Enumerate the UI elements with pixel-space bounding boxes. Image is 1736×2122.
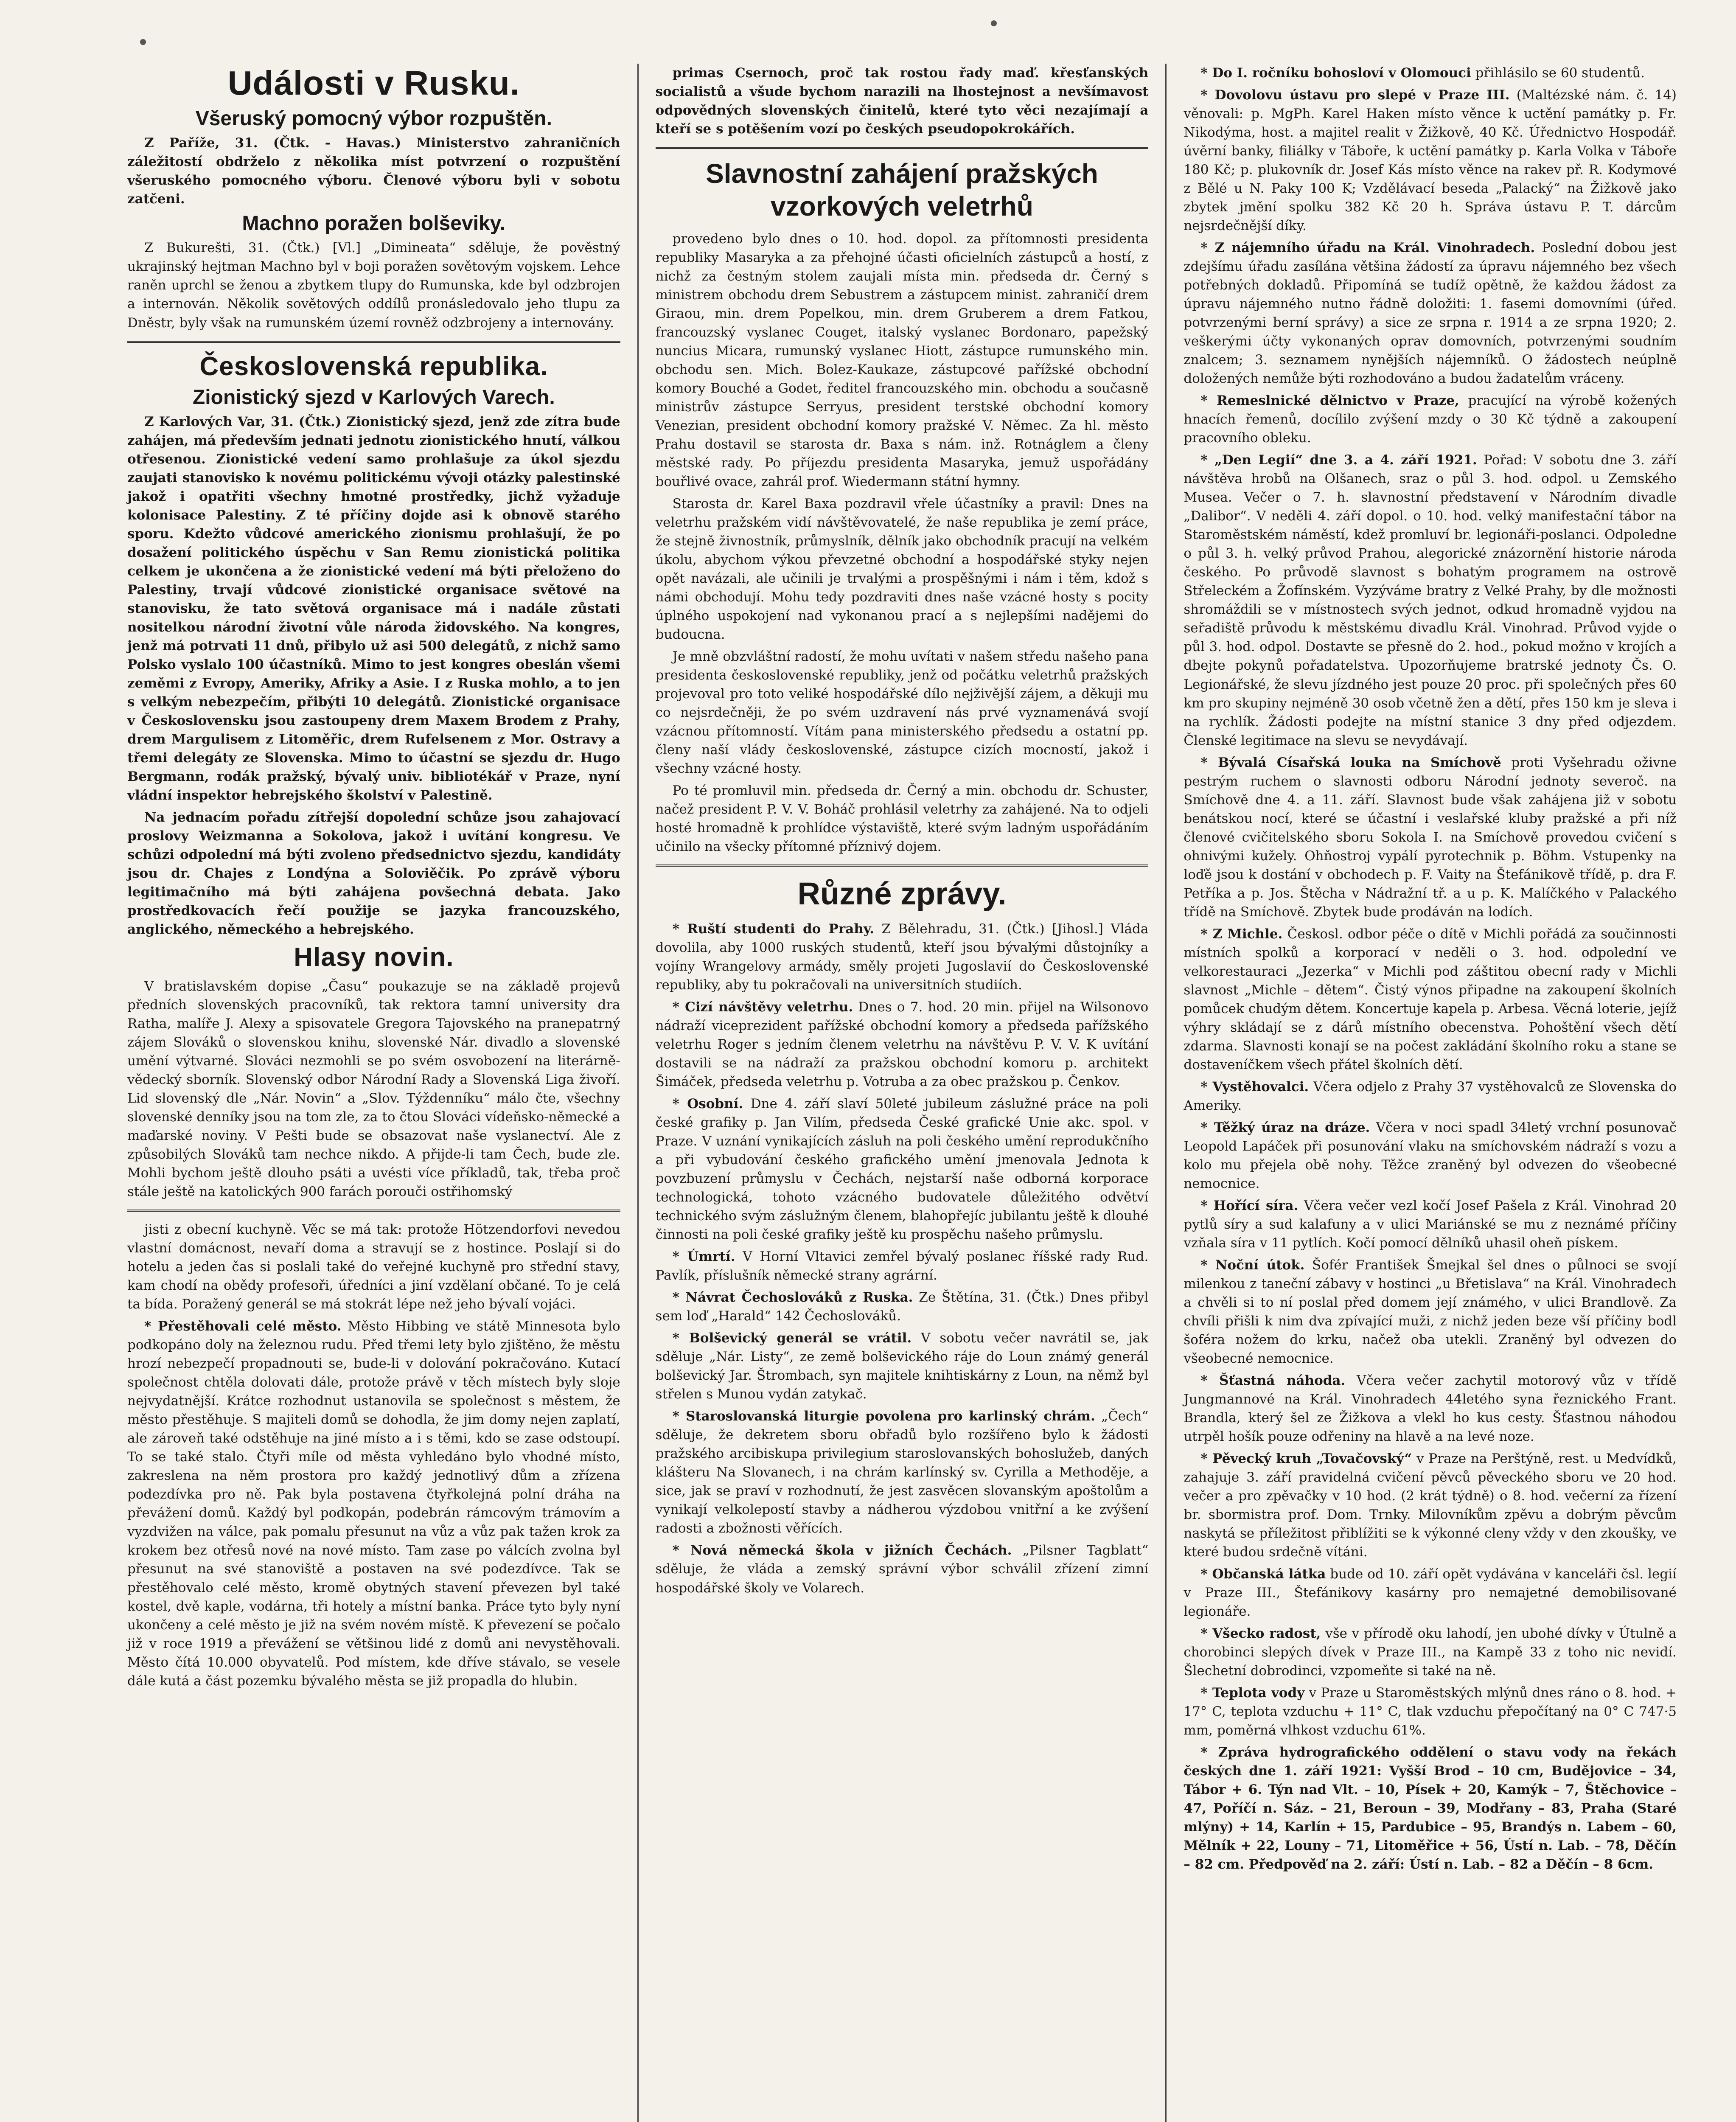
news-headline: * „Den Legií“ dne 3. a 4. září 1921. [1200,452,1477,468]
article-paragraph: Na jednacím pořadu zítřejší dopolední schůze jsou zahajovací proslovy Weizmanna a Sokolova, jakož i uvítání kongresu. Ve schůzi odpolední má býti zvoleno předsednictvo sjezdu, kandidáty jsou dr. Chajes z Londýna a Soloviěčik. Po zprávě výboru legitimačního má býti zahájena povšechná debata. Jako prostředkovacích řečí použije se jazyka francouzského, anglického, německého a hebrejského. [127,810,620,937]
news-headline: * Hořící síra. [1200,1198,1298,1213]
news-text: Dne 4. září slaví 50leté jubileum záslužné práce na poli české grafiky p. Jan Vilím, předseda České grafické Unie akc. spol. v Praze. V uznání vynikajících zásluh na poli českého umění reprodukčního a při vybudování českého grafického umění jmenovala Jednota k povzbuzení průmyslu v Čechách, nejstarší naše odborná korporace technologická, tohoto vzácného budovatele důležitého odvětví technického svým záslužným členem, blahopřejíc jubilantu ještě k dlouhé činnosti na poli české grafiky ještě ku prospěchu našeho průmyslu. [655,1096,1149,1243]
article-paragraph: Z Paříže, 31. (Čtk. - Havas.) Ministerstvo zahraničních záležitostí obdrželo z několika míst potvrzení o rozpuštění všeruského pomocného výboru. Členové výboru byli v sobotu zatčeni. [127,135,620,207]
headline: Všeruský pomocný výbor rozpuštěn. [195,107,552,130]
scan-dot [991,20,997,26]
news-headline: * Vystěhovalci. [1200,1079,1309,1095]
news-text: Včera večer vezl kočí Josef Pašela z Král. Vinohrad 20 pytlů síry a sud kalafuny a v ulici Mariánské se mu z neznámé příčiny vzňala síra v 11 pytlích. Kočí pomocí dělníků uhasil oheň pískem. [1184,1198,1677,1251]
news-headline: * Všecko radost, [1200,1626,1321,1642]
divider [127,341,620,343]
news-headline: * Nová německá škola v jižních Čechách. [672,1543,1012,1558]
news-text: bude od 10. září opět vydávána v kanceláři čsl. legií v Praze III., Štefánikovy kasárny pro nemajetné demobilisované legionáře. [1184,1566,1677,1620]
headline-fair: Slavnostní zahájení pražských vzorkových veletrhů [706,158,1098,222]
news-headline: * Úmrtí. [672,1249,735,1265]
news-text: V sobotu večer navrátil se, jak sděluje „Nár. Listy“, ze země bolševického ráje do Loun známý generál bolševický Jar. Štrombach, syn majitele knihtiskárny z Loun, na němž byl střelen s Munou vydán zatykač. [655,1330,1149,1402]
news-text: V Horní Vltavici zemřel bývalý poslanec říšské rady Rud. Pavlík, příslušník německé strany agrární. [655,1249,1149,1283]
news-headline: * Bývalá Císařská louka na Smíchově [1200,755,1501,770]
news-text: Včera v noci spadl 34letý vrchní posunovač Leopold Lapáček při posunování vlaku na smíchovském nádraží s vozu a kolo mu přejela obě nohy. Těžce zraněný byl odvezen do všeobecné nemocnice. [1184,1120,1677,1191]
news-headline: * Zpráva hydrografického oddělení o stavu vody na řekách českých [1184,1745,1677,1779]
news-text: Šofér František Šmejkal šel dnes o půlnoci se svojí milenkou z taneční zábavy v hostinci „u Břetislava“ na Král. Vinohradech a chvěli si to ní poslal před domem její známého, v ulici Brandlově. Za chvíli přišli k nim dva zpívající muži, z nichž jeden beze vší příčiny bodl šoféra nožem do krku, načež oba utekli. Zraněný byl odvezen do všeobecné nemocnice. [1184,1257,1677,1367]
news-text: Včera odjelo z Prahy 37 vystěhovalců ze Slovenska do Ameriky. [1184,1079,1677,1113]
news-headline: * Bolševický generál se vrátil. [672,1330,912,1346]
section-title-press: Hlasy novin. [294,943,454,972]
section-title-republic: Československá republika. [199,351,548,381]
section-title-news: Různé zprávy. [797,876,1007,912]
news-text: (Maltézské nám. č. 14) věnovali: p. MgPh. Karel Haken místo věnce k uctění památky p. Fr. Nikodýma, host. a majitel realit v Žižkově, 40 Kč. Úřednictvo Hospodář. úvěrní banky, filiálky v Táboře, k uctění památky p. Karla Volka v Táboře 180 Kč; p. plukovník dr. Josef Kás místo věnce na rakev př. R. Kodymové z Bělé u N. Paky 100 K; Vzdělávací beseda „Palacký“ na Žižkově jako zbytek jmění spolku 382 Kč 20 h. Správa ústavu P. T. dárcům nejsrdečnější díky. [1184,87,1677,234]
news-headline: * Staroslovanská liturgie povolena pro karlinský chrám. [672,1409,1095,1424]
news-text: pracující na výrobě kožených hnacích řemenů, docílilo zvýšení mzdy o 30 Kč týdně a zakoupení pracovního obleku. [1184,393,1677,446]
divider [656,147,1149,149]
news-text: „Pilsner Tagblatt“ sděluje, že vláda a zemský správní výbor schválil zřízení zimní hospodářské školy ve Volarech. [655,1543,1149,1596]
article-paragraph: jisti z obecní kuchyně. Věc se má tak: protože Hötzendorfovi nevedou vlastní domácnost, nevaří doma a stravují se z hostince. Poslají si do hotelu a jeden čas si poslali také do veřejné kuchyně pro střední stavy, kam chodí na obědy profesoři, úředníci a jiní vzdělaní občané. To je celá ta bída. Poražený generál se má stokrát lépe než jeho bývalí vojáci. [127,1221,620,1312]
news-text: Pořad: V sobotu dne 3. září návštěva hrobů na Olšanech, sraz o půl 3. hod. odpol. u Zemského Musea. Večer o 7. h. slavnostní představení v Národním divadle „Dalibor“. V neděli 4. září dopol. o 10. hod. velký manifestační tábor na Staroměstském náměstí, kdež promluví br. legionáři-poslanci. Odpoledne o půl 3. h. velký průvod Prahou, alegorické znázornění historie národa českého. Po průvodě slavnost s bohatým programem na ostrově Střeleckém a Žofínském. Vyzýváme bratry z Velké Prahy, by dle možnosti shromáždili se v místnostech svých jednot, odkud hromadně vyjdou na seřadiště průvodu k městskému divadlu Král. Vinohrad. Průvod vyjde o půl 3. hod. odpol. Dostavte se přesně do 2. hod., pokud možno v krojích a dbejte pokynů pořadatelstva. Upozorňujeme bratrské jednoty Čs. O. Legionářské, že slevu jízdného jest pouze 20 proc. při společných přes 60 km pro skupiny nejméně 30 osob včetně žen a dětí, přes 150 km je sleva i na rychlík. Žádosti podejte na místní stanice 3 dny před odjezdem. Členské legitimace na slevu se nevydávají. [1184,452,1677,748]
column-left [110,64,637,2122]
headline: Machno poražen bolševiky. [242,212,506,235]
news-headline: * Návrat Čechoslováků z Ruska. [672,1290,913,1305]
column-right [1165,64,1694,2122]
article-paragraph: Je mně obzvláštní radostí, že mohu uvítati v našem středu našeho pana presidenta československé republiky, jenž od počátku veletrhů pražských projevoval pro toto veliké hospodářské dílo nejživější zájem, a děkuji mu co nejsrdečněji, že po svém uzdravení nás prvé vyznamenává svojí vzácnou přítomností. Vítám pana ministerského předsedu a ostatní pp. členy naší vlády československé, zástupce cizích mocností, jakož i všechny vzácné hosty. [655,649,1149,777]
section-title-russia: Události v Rusku. [227,64,520,102]
news-headline: * Noční útok. [1200,1257,1305,1273]
news-headline: * Cizí návštěvy veletrhu. [672,999,853,1015]
news-headline: * Pěvecký kruh „Tovačovský“ [1200,1451,1412,1467]
scan-dot [140,39,146,45]
news-text: Včera večer zachytil motorový vůz v třídě Jungmannové na Král. Vinohradech 44letého syna řeznického Frant. Brandla, který šel ze Žižkova a vlekl ho kus cesty. Šťastnou náhodou utrpěl hošík pouze odřeniny na hlavě a na levé noze. [1184,1373,1677,1445]
news-headline: * Z Michle. [1200,926,1283,942]
article-paragraph: Starosta dr. Karel Baxa pozdravil vřele účastníky a pravil: Dnes na veletrhu pražském vidí návštěvovatelé, že naše republika je zemí práce, že stejně živnostník, průmyslník, dělník jako obchodník pracují na velkém úkolu, abychom výkou převzetné obchodní a hospodářské styky nejen opět navázali, ale učinili je trvalými a prospěšnými i nám i těm, kdož s námi obchodují. Mohu tedy pozdraviti dnes naše vzácné hosty s pocity úplného uspokojení nad vykonanou prací a s nejlepšími nadějemi do budoucna. [655,496,1149,642]
news-headline: * Osobní. [672,1096,743,1112]
news-text: dne 1. září 1921: Vyšší Brod – 10 cm, Budějovice – 34, Tábor + 6. Týn nad Vlt. – 10, Písek + 20, Kamýk – 7, Štěchovice – 47, Poříčí n. Sáz. – 21, Beroun – 39, Modřany – 83, Praha (Staré mlýny) + 14, Karlín + 15, Pardubice – 95, Brandýs n. Labem – 60, Mělník + 22, Louny – 71, Litoměřice + 56, Ústí n. Lab. – 78, Děčín – 82 cm. Předpověď na 2. září: Ústí n. Lab. – 82 a Děčín – 8 6cm. [1184,1763,1677,1872]
news-headline: * Z nájemního úřadu na Král. Vinohradech. [1200,240,1535,256]
news-text: Dnes o 7. hod. 20 min. přijel na Wilsonovo nádraží viceprezident pařížské obchodní komory a předseda pařížského veletrhu Roger s jedním členem veletrhu na návštěvu P. V. V. K uvítání dostavili se na nádraží za pražskou obchodní komoru p. architekt Šimáček, předseda veletrhu p. Votruba a za obec pražskou p. Čenkov. [655,999,1149,1090]
article-paragraph: Po té promluvil min. předseda dr. Černý a min. obchodu dr. Schuster, načež president P. V. V. Boháč prohlásil veletrhy za zahájené. Na to odjeli hosté hromadně k prohlídce výstaviště, které svým ladným uspořádáním učinilo na všecky přítomné příznivý dojem. [655,783,1149,855]
article-text: Město Hibbing ve státě Minnesota bylo podkopáno doly na železnou rudu. Před třemi lety bylo zjištěno, že městu hrozí nebezpečí propadnouti se, bude-li v dolování pokračováno. Kutací společnost chtěla dolovati dále, protože právě v těch místech byly sloje nejvydatnější. Krátce rozhodnut ustanovila se společnost s městem, že město přestěhuje. S majiteli domů se dohodla, že jim domy nejen zaplatí, ale zároveň také odstěhuje na jiné místo a i s těmi, kdo se zase odstoupí. To se také stalo. Čtyři míle od města vyhledáno bylo vhodné místo, zakreslena na něm prostora pro každý jednotlivý dům a zřízena podezdívka pro ně. Pak byla postavena čtyřkolejná polní dráha na převážení domů. Každý byl podkopán, podebrán rámcovým trámovím a vyzdvižen na válce, pak pomalu přesunut na vůz a vůz pak tažen krok za krokem bez otřesů nové na nové místo. Tam zase po válcích zvolna byl přesunut na své stanoviště a postaven na své podezdívce. Tak se přestěhovalo celé město, kromě obytných stavení převezen byl také kostel, dvě kaple, vodárna, tři hotely a místní banka. Práce tyto byly nyní ukončeny a celé město je již na svém novém místě. K převezení se počalo již v roce 1919 a převážení se většinou lidé z domů ani nevystěhovali. Město čítá 10.000 obyvatelů. Pod místem, kde dříve stávalo, se vesele dále kutá a část pozemku bývalého města se již propadla do hlubin. [127,1319,620,1689]
article-paragraph: Z Bukurešti, 31. (Čtk.) [Vl.] „Dimineata“ sděluje, že pověstný ukrajinský hejtman Machno byl v boji poražen sovětovým vojskem. Lehce raněn uprchl se ženou a zbytkem tlupy do Rumunska, kde byl odzbrojen a internován. Několik sovětových oddílů pronásledovalo jeho tlupu za Dněstr, byly však na rumunském území rovněž odzbrojeny a internovány. [127,240,620,331]
news-text: proti Vyšehradu oživne pestrým ruchem o slavnosti odboru Národní jednoty severoč. na Smíchově dne 4. a 11. září. Slavnost bude však zahájena již v sobotu benátskou nocí, které se účastní i veslařské kluby pražské a při níž členové cvičitelského sboru Sokola I. na Smíchově provedou cvičení s ohnivými kužely. Ohňostroj vypálí pyrotechnik p. Böhm. Vstupenky na loďě jsou k dostání v obchodech p. F. Vaity na Štefánikově třídě, p. dra F. Petříka a p. Jos. Štěcha v Nádražní tř. a u p. K. Malíčkého v Palackého třídě na Smíchově. Zbytek bude prodáván na lodích. [1184,755,1677,920]
news-text: v Praze u Staroměstských mlýnů dnes ráno o 8. hod. + 17° C, teplota vzduchu + 11° C, tlak vzduchu přepočítaný na 0° C 747·5 mm, poměrná vlhkost vzduchu 61%. [1184,1685,1677,1738]
news-text: Ze Štětína, 31. (Čtk.) Dnes přibyl sem loď „Harald“ 142 Čechoslováků. [655,1290,1149,1324]
news-headline: * Šťastná náhoda. [1200,1373,1346,1389]
article-paragraph: V bratislavském dopise „Času“ poukazuje se na základě projevů předních slovenských pracovníků, tak rektora tamní university dra Ratha, malíře J. Alexy a spisovatele Gregora Tajovského na pranepatrný zájem Slováků o slovenskou knihu, slovenské Nár. divadlo a slovenské umění výtvarné. Slováci nezmohli se po svém osvobození na literárně-vědecký sborník. Slovenský odbor Národní Rady a Slovenská Liga živoří. Lid slovenský dle „Nár. Novin“ a „Slov. Týždenníku“ málo čte, všechny slovenské denníky jsou na tom zle, za to čtou Slováci vídeňsko-německé a maďarské noviny. V Pešti bude se obsazovat naše vyslanectví. Ale z způsobilých Slováků tam nechce nikdo. A přijde-li tam Čech, bude zle. Mohli bychom ještě dlouho psáti a uvésti více příkladů, tak, třeba proč stále ještě na katolických 900 farách porouči ostřihomský [127,978,620,1199]
article-paragraph: Z Karlových Var, 31. (Čtk.) Zionistický sjezd, jenž zde zítra bude zahájen, má především jednati jednotu zionistického hnutí, válkou otřesenou. Zionistické vedení samo prohlašuje za úkol sjezdu zaujati stanovisko k novému politickému vývoji otázky palestinské jakož i opatřiti všechny hmotné prostředky, jichž vyžaduje kolonisace Palestiny. Z té příčiny dojde asi k obnově starého sporu. Kdežto vůdcové amerického zionismu prohlašují, že po dosažení politického úspěchu v San Remu zionistická politika celkem je ukončena a že zionistické vedení má býti přeloženo do Palestiny, trvají vůdcové zionistické organisace světové na stanovisku, že tato světová organisace má i nadále zůstati nositelkou národní životní vůle národa židovského. Na kongres, jenž má potrvati 11 dnů, přibylo už asi 500 delegátů, z nichž samo Polsko vyslalo 100 účastníků. Mimo to jest kongres obeslán všemi zeměmi z Evropy, Ameriky, Afriky a Asie. I z Ruska mohlo, a to jen s velkým nebezpečím, přibýti 10 delegátů. Zionistické organisace v Československu jsou zastoupeny drem Maxem Brodem z Prahy, drem Margulisem z Litoměřic, drem Rufelsenem z Mor. Ostravy a třemi delegáty ze Slovenska. Mimo to účastní se sjezdu dr. Hugo Bergmann, rodák pražský, bývalý univ. bibliotékář v Praze, nyní vládní inspektor hebrejského školství v Palestině. [127,414,620,803]
news-text: v Praze na Perštýně, rest. u Medvídků, zahajuje 3. září pravidelná cvičení pěvců pěveckého sboru ve 20 hod. večer a pro zpěvačky v 10 hod. (2 krát týdně) o 8. hod. večerní za řízení br. sbormistra prof. Dom. Trnky. Milovníkům zpěvu a dobrým pěvcům naskytá se příležitost přiblížiti se k výkonné cleny vždy v den zkoušky, ve které budou srdečně vítáni. [1184,1451,1677,1560]
column-middle [637,64,1166,2122]
news-text: Českosl. odbor péče o dítě v Michli pořádá za součinnosti místních spolků a korporací v neděli o 3. hod. odpolední ve velkorestauraci „Jezerka“ v Michli pod záštitou obecní rady v Michli slavnost „Michle – dětem“. Čistý výnos připadne na zakoupení školních pomůcek chudým dětem. Koncertuje kapela p. Arbesa. Věcná loterie, jejíž výhry skládají se z dárů místního obecenstva. Pohoštění všech dětí zdarma. Slavnosti konají se na počest zakládání školního roku a stane se dostaveníčkem všech přátel školních dětí. [1184,926,1677,1072]
news-text: přihlásilo se 60 studentů. [1475,65,1645,81]
divider [127,1210,620,1212]
news-headline: * Remeslnické dělnictvo v Praze, [1200,393,1459,409]
news-headline: * Dovolovu ústavu pro slepé v Praze III. [1200,87,1510,103]
divider [656,865,1149,867]
news-headline: * Ruští studenti do Prahy. [672,921,875,937]
article-paragraph: provedeno bylo dnes o 10. hod. dopol. za přítomnosti presidenta republiky Masaryka a za přehojné účasti oficielních zástupců a hostí, z nichž za čestným stolem zaujali místa min. předseda dr. Černý s ministrem obchodu drem Sebustrem a zástupcem minist. zahraničí drem Giraou, min. drem Popelkou, min. drem Gruberem a drem Fatkou, francouzský vyslanec Couget, italský vyslanec Bordonaro, papežský nuncius Micara, rumunský vyslanec Hiott, zástupce rumunského min. obchodu sen. Mich. Bolez-Kaukaze, zástupcové pařížské obchodní komory Bouché a Godet, ředitel francouzského min. obchodu a současně ministrův zástupce Serryus, president terstské obchodní komory Venezian, president obchodní komory pražské V. Němec. Za hl. město Prahu dostavil se starosta dr. Baxa s nám. inž. Rotnáglem a členy městské rady. Po příjezdu presidenta Masaryka, jemuž uspořádány bouřlivé ovace, zahrál prof. Wiedermann státní hymny. [655,231,1149,489]
news-text: Z Bělehradu, 31. (Čtk.) [Jihosl.] Vláda dovolila, aby 1000 ruských studentů, kteří jsou bývalými důstojníky a vojíny Wrangelovy armády, směly projeti Jugoslavií do Československé republiky, aby tu pokračovali na universitních studiích. [655,921,1149,993]
article-paragraph: primas Csernoch, proč tak rostou řady maď. křesťanských socialistů a všude bychom narazili na lhostejnost a nevšímavost odpovědných slovenských činitelů, které tyto věci nezajímají a kteří se s potěšením vozí po českých pseudopokrokářích. [655,65,1149,137]
news-text: Poslední dobou jest zdejšímu úřadu zasílána většina žádostí za úpravu nájemného bez všech potřebných dokladů. Připomíná se tudíž opětně, že každou žádost za úpravu nájemného nutno řádně doložiti: 1. fasemi domovními (úřed. potvrzenými berní správy) a sice ze srpna r. 1914 a ze srpna 1920; 2. veškerými účty vykonaných oprav domovních, potvrzenými soudním znalcem; 3. seznamem nynějších nájemníků. O žádostech neúplně doložených nemůže býti rozhodováno a budou žadatelům vráceny. [1184,240,1677,387]
article-headline-inline: * Přestěhovali celé město. [144,1319,342,1334]
news-text: „Čech“ sděluje, že dekretem sboru obřadů bylo rozšířeno bylo k žádosti pražského arcibiskupa privilegium staroslovanských bohoslužeb, daných klášteru Na Slovanech, i na chrám karlínský sv. Cyrilla a Methoděje, a sice, jak se praví v rozhodnutí, že jest zasvěcen slovanským apoštolům a vynikají velkolepostí stavby a nádherou výzdobou vnitřní a ke zvýšení radosti a zbožnosti věřících. [655,1409,1149,1536]
news-headline: * Těžký úraz na dráze. [1200,1120,1370,1135]
news-headline: * Občanská látka [1200,1566,1326,1582]
news-headline: * Do I. ročníku bohosloví v Olomouci [1200,65,1471,81]
news-headline: * Teplota vody [1200,1685,1305,1701]
news-text: vše v přírodě oku lahodí, jen ubohé dívky v Útulně a chorobinci slepých dívek v Praze III., na Kampě 33 z toho nic nevidí. Šlechetní dobrodinci, vzpomeňte si také na ně. [1184,1626,1677,1679]
headline: Zionistický sjezd v Karlových Varech. [192,386,555,409]
